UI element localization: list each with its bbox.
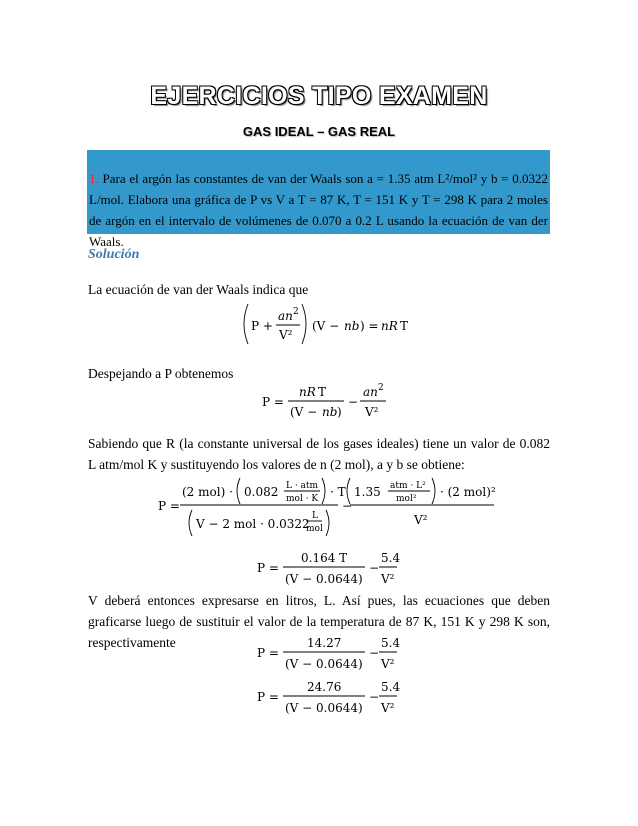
svg-text:1.35: 1.35 xyxy=(354,485,381,499)
problem-statement xyxy=(89,168,548,252)
svg-text:L: L xyxy=(312,511,318,521)
svg-text:V²: V² xyxy=(279,328,293,342)
svg-text:V − 2 mol · 0.0322: V − 2 mol · 0.0322 xyxy=(196,517,310,531)
equation-87k xyxy=(257,631,401,675)
svg-text:−: − xyxy=(342,499,353,513)
svg-text:24.76: 24.76 xyxy=(307,680,342,694)
svg-text:5.4: 5.4 xyxy=(381,636,401,650)
svg-text:T: T xyxy=(318,385,327,399)
svg-text:P +: P + xyxy=(251,319,273,333)
svg-text:nb: nb xyxy=(344,319,360,333)
svg-text:V²: V² xyxy=(414,513,428,527)
svg-text:): ) xyxy=(337,405,342,419)
svg-text:(2 mol) ·: (2 mol) · xyxy=(182,485,233,499)
svg-text:−: − xyxy=(369,690,380,704)
svg-text:14.27: 14.27 xyxy=(307,636,342,650)
svg-text:mol · K: mol · K xyxy=(286,494,319,504)
svg-text:V²: V² xyxy=(365,405,379,419)
svg-text:P =: P = xyxy=(262,395,284,409)
svg-text:nb: nb xyxy=(322,405,338,419)
problem-text: Para el argón las constantes de van der Waals son a = 1.35 atm L²/mol² y b = 0.0322 L/mol. Elabora una gráfica de P vs V a T = 87 K, T = 151 K y T = 298 K para 2 moles de argón en el intervalo de volúmenes de 0.070 a 0.2 L usando la ecuación de van der Waals. xyxy=(89,171,548,249)
intro-paragraph: La ecuación de van der Waals indica que xyxy=(88,282,309,297)
general-equation xyxy=(257,546,401,590)
svg-text:) =: ) = xyxy=(360,319,379,333)
svg-text:(V −: (V − xyxy=(312,319,340,333)
svg-text:mol²: mol² xyxy=(396,494,417,504)
svg-text:P =: P = xyxy=(257,690,279,704)
svg-text:−: − xyxy=(369,646,380,660)
svg-text:−: − xyxy=(348,395,359,409)
svg-text:0.082: 0.082 xyxy=(244,485,279,499)
substituted-equation xyxy=(158,474,498,538)
eq1-denominator: (V − 0.0644) xyxy=(285,572,363,586)
svg-text:2: 2 xyxy=(378,383,384,393)
svg-text:2: 2 xyxy=(293,307,299,317)
svg-text:V²: V² xyxy=(381,657,395,671)
solve-paragraph: Despejando a P obtenemos xyxy=(88,366,234,381)
svg-text:V²: V² xyxy=(381,701,395,715)
svg-text:· (2 mol)²: · (2 mol)² xyxy=(440,485,496,499)
svg-text:5.4: 5.4 xyxy=(381,551,401,565)
svg-text:5.4: 5.4 xyxy=(381,680,401,694)
svg-text:P =: P = xyxy=(257,561,279,575)
svg-text:V²: V² xyxy=(381,572,395,586)
problem-number: 1. xyxy=(89,171,99,186)
pressure-equation xyxy=(262,380,392,424)
page-subtitle: GAS IDEAL – GAS REAL xyxy=(242,124,396,139)
svg-text:(V −: (V − xyxy=(290,405,318,419)
svg-text:atm · L²: atm · L² xyxy=(390,481,426,491)
svg-text:(V − 0.0644): (V − 0.0644) xyxy=(285,701,363,715)
page-title: EJERCICIOS TIPO EXAMEN xyxy=(150,82,488,110)
equation-151k xyxy=(257,675,401,719)
svg-text:nR: nR xyxy=(381,319,398,333)
vdw-equation xyxy=(240,300,420,350)
svg-text:(V − 0.0644): (V − 0.0644) xyxy=(285,657,363,671)
svg-text:mol: mol xyxy=(306,524,323,534)
svg-text:−: − xyxy=(369,561,380,575)
svg-text:L · atm: L · atm xyxy=(286,481,319,491)
svg-text:an: an xyxy=(278,309,293,323)
eq1-numerator: 0.164 T xyxy=(301,551,348,565)
svg-text:P =: P = xyxy=(158,499,180,513)
svg-text:nR: nR xyxy=(299,385,316,399)
svg-text:· T: · T xyxy=(330,485,346,499)
volume-paragraph: V deberá entonces expresarse en litros, L. Así pues, las ecuaciones que deben graficarse luego de sustituir el valor de la temperatura de 87 K, 151 K y 298 K son, respectivamente xyxy=(88,593,550,650)
svg-text:T: T xyxy=(400,319,409,333)
knowing-paragraph: Sabiendo que R (la constante universal de los gases ideales) tiene un valor de 0.082 L atm/mol K y sustituyendo los valores de n (2 mol), a y b se obtiene: xyxy=(88,436,550,472)
svg-text:an: an xyxy=(363,385,378,399)
svg-text:P =: P = xyxy=(257,646,279,660)
solution-heading: Solución xyxy=(88,247,140,262)
